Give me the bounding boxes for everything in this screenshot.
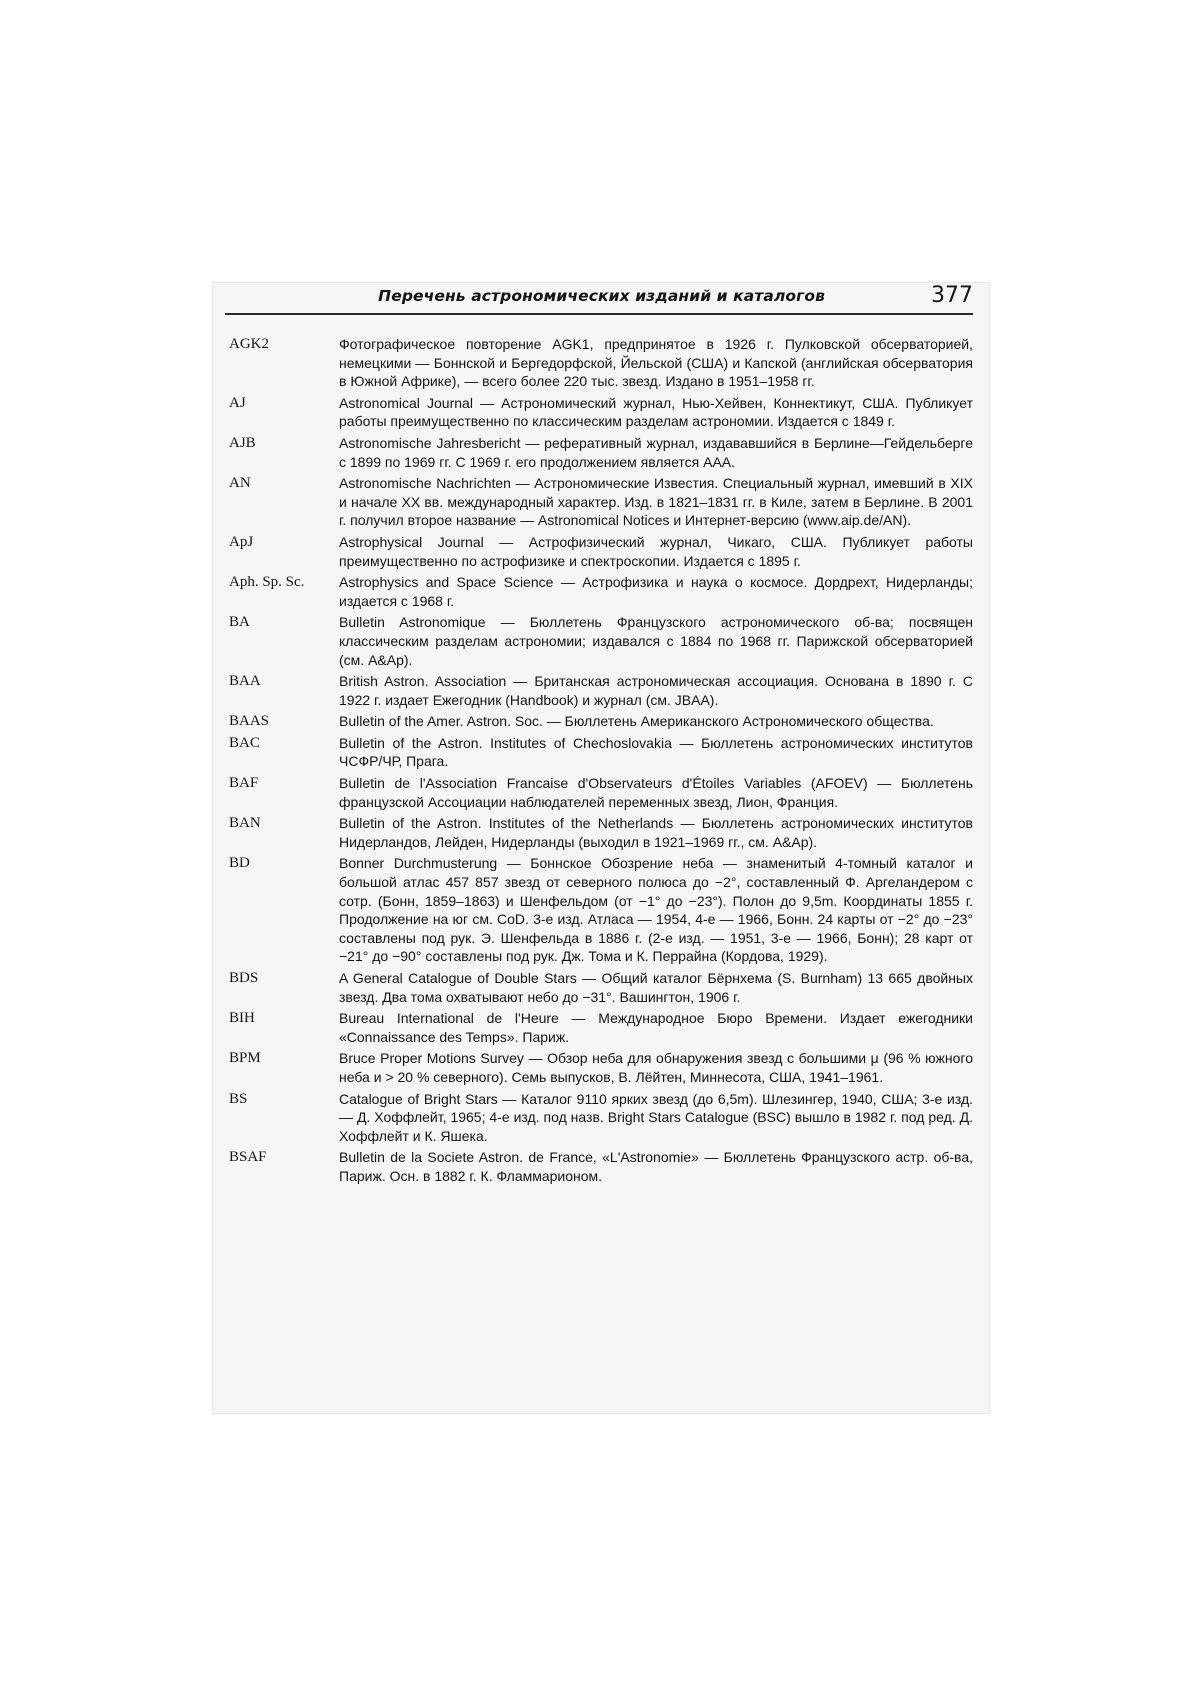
entries-list [229, 335, 973, 1189]
book-page [212, 282, 990, 1414]
entry-abbreviation: BAC [229, 734, 260, 751]
entry-description: Bulletin de la Societe Astron. de France, «L'Astronomie» — Бюллетень Французского астр. об-ва, Париж. Осн. в 1882 г. К. Фламмарионом. [339, 1149, 973, 1184]
entry-description: Bulletin of the Astron. Institutes of the Netherlands — Бюллетень астрономических институтов Нидерландов, Лейден, Нидерланды (выходил в 1921–1969 гг., см. A&Ap). [339, 815, 973, 850]
entry-abbreviation: BAF [229, 775, 259, 792]
entry-description: Фотографическое повторение AGK1, предпринятое в 1926 г. Пулковской обсерваторией, немецкими — Боннской и Бергедорфской, Йельской (США) и Капской (английская обсерватория в Южной Африке), — всего более 220 тыс. звезд. Издано в 1951–1958 гг. [339, 336, 973, 390]
entry-abbreviation: BD [229, 855, 250, 872]
entry-row [229, 969, 973, 1006]
entry-row [229, 672, 973, 709]
entry-abbreviation: ApJ [229, 533, 254, 550]
entry-description: Astronomische Nachrichten — Астрономические Известия. Специальный журнал, имевший в XIX и начале XX вв. международный характер. Изд. в 1821–1831 гг. в Киле, затем в Берлине. В 2001 г. получил второе название — Astronomical Notices и Интернет-версию (www.aip.de/AN). [339, 475, 973, 529]
entry-description: Bureau International de l'Heure — Международное Бюро Времени. Издает ежегодники «Connaissance des Temps». Париж. [339, 1010, 973, 1045]
entry-description: British Astron. Association — Британская астрономическая ассоциация. Основана в 1890 г. С 1922 г. издает Ежегодник (Handbook) и журнал (см. JBAA). [339, 673, 973, 708]
entry-row [229, 533, 973, 570]
entry-description: Bulletin de l'Association Francaise d'Observateurs d'Étoiles Variables (AFOEV) — Бюллетень французской Ассоциации наблюдателей переменных звезд, Лион, Франция. [339, 775, 973, 810]
page-header [225, 283, 973, 315]
entry-row [229, 613, 973, 669]
entry-row [229, 712, 973, 731]
entry-description: Astronomical Journal — Астрономический журнал, Нью-Хейвен, Коннектикут, США. Публикует работы преимущественно по классическим разделам астрономии. Издается с 1849 г. [339, 394, 973, 430]
entry-abbreviation: BDS [229, 970, 259, 986]
page-number: 377 [931, 283, 973, 308]
running-head: Перечень астрономических изданий и каталогов [378, 287, 825, 305]
entry-description: Astrophysical Journal — Астрофизический журнал, Чикаго, США. Публикует работы преимущественно по астрофизике и спектроскопии. Издается с 1895 г. [339, 533, 973, 569]
entry-row [229, 1148, 973, 1185]
entry-abbreviation: BA [229, 614, 250, 631]
entry-abbreviation: AJB [229, 434, 256, 451]
entry-abbreviation: BPM [229, 1050, 261, 1067]
entry-row [229, 394, 973, 431]
entry-abbreviation: BSAF [229, 1149, 267, 1166]
entry-row [229, 1009, 973, 1046]
entry-description: Bulletin of the Astron. Institutes of Chechoslovakia — Бюллетень астрономических институтов ЧСФР/ЧР, Прага. [339, 734, 973, 770]
entry-row [229, 434, 973, 471]
entry-abbreviation: BAAS [229, 713, 270, 730]
entry-description: Catalogue of Bright Stars — Каталог 9110 ярких звезд (до 6,5m). Шлезингер, 1940, США; 3-е изд. — Д. Хоффлейт, 1965; 4-е изд. под назв. Bright Stars Catalogue (BSC) вышло в 1982 г. под ред. Д. Хоффлейт и К. Яшека. [339, 1090, 973, 1144]
entry-row [229, 774, 973, 811]
entry-description: Astrophysics and Space Science — Астрофизика и наука о космосе. Дордрехт, Нидерланды; издается с 1968 г. [339, 574, 973, 609]
entry-abbreviation: BS [229, 1090, 248, 1107]
entry-row [229, 1049, 973, 1086]
entry-abbreviation: AJ [229, 394, 246, 411]
entry-row [229, 814, 973, 851]
entry-row [229, 1090, 973, 1146]
entry-row [229, 474, 973, 530]
entry-abbreviation: BAN [229, 815, 261, 832]
entry-row [229, 335, 973, 391]
entry-abbreviation: AN [229, 475, 251, 492]
entry-description: Bulletin Astronomique — Бюллетень Французского астрономического об-ва; посвящен классическим разделам астрономии; издавался с 1884 по 1968 гг. Парижской обсерваторией (см. A&Ap). [339, 614, 973, 668]
entry-description: Bruce Proper Motions Survey — Обзор неба для обнаружения звезд с большими μ (96 % южного неба и > 20 % северного). Семь выпусков, В. Лёйтен, Миннесота, США, 1941–1961. [339, 1050, 973, 1085]
entry-abbreviation: BAA [229, 673, 261, 690]
entry-abbreviation: AGK2 [229, 336, 269, 352]
entry-description: Bonner Durchmusterung — Боннское Обозрение неба — знаменитый 4-томный каталог и большой атлас 457 857 звезд от северного полюса до −2°, составленный Ф. Аргеландером с сотр. (Бонн, 1859–1863) и Шенфельдом (от −1° до −23°). Полон до 9,5m. Координаты 1855 г. Продолжение на юг см. CoD. 3-е изд. Атласа — 1954, 4-е — 1966, Бонн. 24 карты от −2° до −23° составлены под рук. Э. Шенфельда в 1886 г. (2-е изд. — 1951, 3-е — 1966, Бонн); 28 карт от −21° до −90° составлены под рук. Дж. Тома и К. Перрайна (Кордова, 1929). [339, 855, 973, 965]
entry-row [229, 573, 973, 610]
entry-abbreviation: Aph. Sp. Sc. [229, 574, 305, 591]
entry-description: Astronomische Jahresbericht — реферативный журнал, издававшийся в Берлине—Гейдельберге с 1899 по 1969 гг. С 1969 г. его продолжением является AAA. [339, 434, 973, 470]
entry-description: A General Catalogue of Double Stars — Общий каталог Бёрнхема (S. Burnham) 13 665 двойных звезд. Два тома охватывают небо до −31°. Вашингтон, 1906 г. [339, 970, 973, 1005]
entry-abbreviation: BIH [229, 1010, 255, 1027]
entry-row [229, 854, 973, 966]
entry-description: Bulletin of the Amer. Astron. Soc. — Бюллетень Американского Астрономического общества. [339, 713, 934, 730]
entry-row [229, 734, 973, 771]
